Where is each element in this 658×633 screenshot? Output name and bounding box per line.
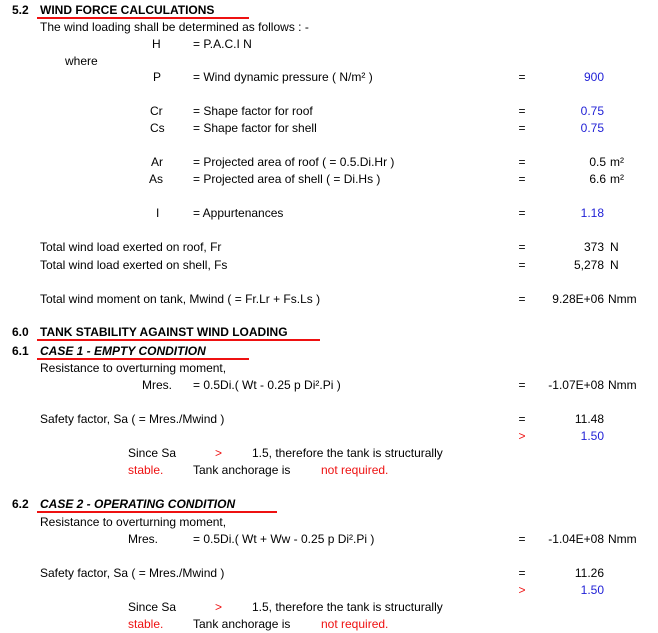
symbol-p: P bbox=[153, 70, 162, 84]
title-underline bbox=[37, 358, 249, 360]
desc-p: = Wind dynamic pressure ( N/m² ) bbox=[193, 70, 373, 84]
unit-fr: N bbox=[610, 240, 619, 254]
title-underline bbox=[37, 17, 249, 19]
unit-mres: Nmm bbox=[608, 532, 637, 546]
safety-factor-limit: 1.50 bbox=[580, 429, 604, 443]
symbol-i: I bbox=[156, 206, 160, 220]
safety-factor-value: 11.26 bbox=[574, 566, 604, 580]
unit-as: m² bbox=[610, 172, 624, 186]
greater-than-sign: > bbox=[518, 429, 526, 443]
equals-sign: = bbox=[518, 121, 526, 135]
desc-as: = Projected area of shell ( = Di.Hs ) bbox=[193, 172, 381, 186]
since-text: Since Sa bbox=[128, 600, 177, 614]
value-mres: -1.07E+08 bbox=[548, 378, 604, 392]
title-underline bbox=[37, 339, 320, 341]
equals-sign: = bbox=[518, 172, 526, 186]
since-limit-text: 1.5, therefore the tank is structurally bbox=[252, 600, 443, 614]
equals-sign: = bbox=[518, 70, 526, 84]
equals-sign: = bbox=[518, 532, 526, 546]
label-fr: Total wind load exerted on roof, Fr bbox=[40, 240, 222, 254]
symbol-mres: Mres. bbox=[142, 378, 172, 392]
value-mres: -1.04E+08 bbox=[548, 532, 604, 546]
case-title: CASE 2 - OPERATING CONDITION bbox=[40, 497, 236, 511]
equals-sign: = bbox=[518, 206, 526, 220]
symbol-cs: Cs bbox=[150, 121, 165, 135]
value-i: 1.18 bbox=[580, 206, 604, 220]
section-number: 6.2 bbox=[12, 497, 29, 511]
anchorage-status: not required. bbox=[321, 463, 389, 477]
equals-sign: = bbox=[518, 566, 526, 580]
stable-status: stable. bbox=[128, 463, 164, 477]
section-number: 5.2 bbox=[12, 3, 29, 17]
formula-mres: = 0.5Di.( Wt + Ww - 0.25 p Di².Pi ) bbox=[193, 532, 375, 546]
greater-than-sign: > bbox=[215, 600, 223, 614]
value-ar: 0.5 bbox=[589, 155, 606, 169]
safety-factor-value: 11.48 bbox=[574, 412, 604, 426]
symbol-h: H bbox=[152, 37, 161, 51]
where-text: where bbox=[65, 54, 98, 68]
safety-factor-limit: 1.50 bbox=[580, 583, 604, 597]
title-underline bbox=[37, 511, 277, 513]
value-fr: 373 bbox=[583, 240, 604, 254]
equals-sign: = bbox=[518, 378, 526, 392]
safety-factor-label: Safety factor, Sa ( = Mres./Mwind ) bbox=[40, 412, 225, 426]
anchorage-label: Tank anchorage is bbox=[193, 463, 291, 477]
value-as: 6.6 bbox=[589, 172, 606, 186]
resistance-label: Resistance to overturning moment, bbox=[40, 515, 227, 529]
intro-text: The wind loading shall be determined as follows : - bbox=[40, 20, 309, 34]
formula-h: = P.A.C.I N bbox=[193, 37, 252, 51]
symbol-ar: Ar bbox=[151, 155, 163, 169]
stable-status: stable. bbox=[128, 617, 164, 631]
equals-sign: = bbox=[518, 155, 526, 169]
section-title: TANK STABILITY AGAINST WIND LOADING bbox=[40, 325, 288, 339]
equals-sign: = bbox=[518, 292, 526, 306]
greater-than-sign: > bbox=[518, 583, 526, 597]
equals-sign: = bbox=[518, 258, 526, 272]
label-mwind: Total wind moment on tank, Mwind ( = Fr.Lr + Fs.Ls ) bbox=[40, 292, 321, 306]
case-title: CASE 1 - EMPTY CONDITION bbox=[40, 344, 206, 358]
equals-sign: = bbox=[518, 412, 526, 426]
anchorage-label: Tank anchorage is bbox=[193, 617, 291, 631]
value-fs: 5,278 bbox=[573, 258, 604, 272]
equals-sign: = bbox=[518, 104, 526, 118]
section-number: 6.0 bbox=[12, 325, 29, 339]
section-number: 6.1 bbox=[12, 344, 29, 358]
unit-ar: m² bbox=[610, 155, 624, 169]
unit-mres: Nmm bbox=[608, 378, 637, 392]
desc-cs: = Shape factor for shell bbox=[193, 121, 317, 135]
formula-mres: = 0.5Di.( Wt - 0.25 p Di².Pi ) bbox=[193, 378, 341, 392]
value-cr: 0.75 bbox=[580, 104, 604, 118]
label-fs: Total wind load exerted on shell, Fs bbox=[40, 258, 228, 272]
safety-factor-label: Safety factor, Sa ( = Mres./Mwind ) bbox=[40, 566, 225, 580]
equals-sign: = bbox=[518, 240, 526, 254]
anchorage-status: not required. bbox=[321, 617, 389, 631]
symbol-mres: Mres. bbox=[128, 532, 158, 546]
since-text: Since Sa bbox=[128, 446, 177, 460]
section-title: WIND FORCE CALCULATIONS bbox=[40, 3, 215, 17]
value-cs: 0.75 bbox=[580, 121, 604, 135]
value-p: 900 bbox=[583, 70, 604, 84]
resistance-label: Resistance to overturning moment, bbox=[40, 361, 227, 375]
unit-mwind: Nmm bbox=[608, 292, 637, 306]
greater-than-sign: > bbox=[215, 446, 223, 460]
unit-fs: N bbox=[610, 258, 619, 272]
desc-i: = Appurtenances bbox=[193, 206, 284, 220]
symbol-as: As bbox=[149, 172, 164, 186]
since-limit-text: 1.5, therefore the tank is structurally bbox=[252, 446, 443, 460]
desc-cr: = Shape factor for roof bbox=[193, 104, 313, 118]
value-mwind: 9.28E+06 bbox=[552, 292, 604, 306]
symbol-cr: Cr bbox=[150, 104, 163, 118]
desc-ar: = Projected area of roof ( = 0.5.Di.Hr ) bbox=[193, 155, 395, 169]
